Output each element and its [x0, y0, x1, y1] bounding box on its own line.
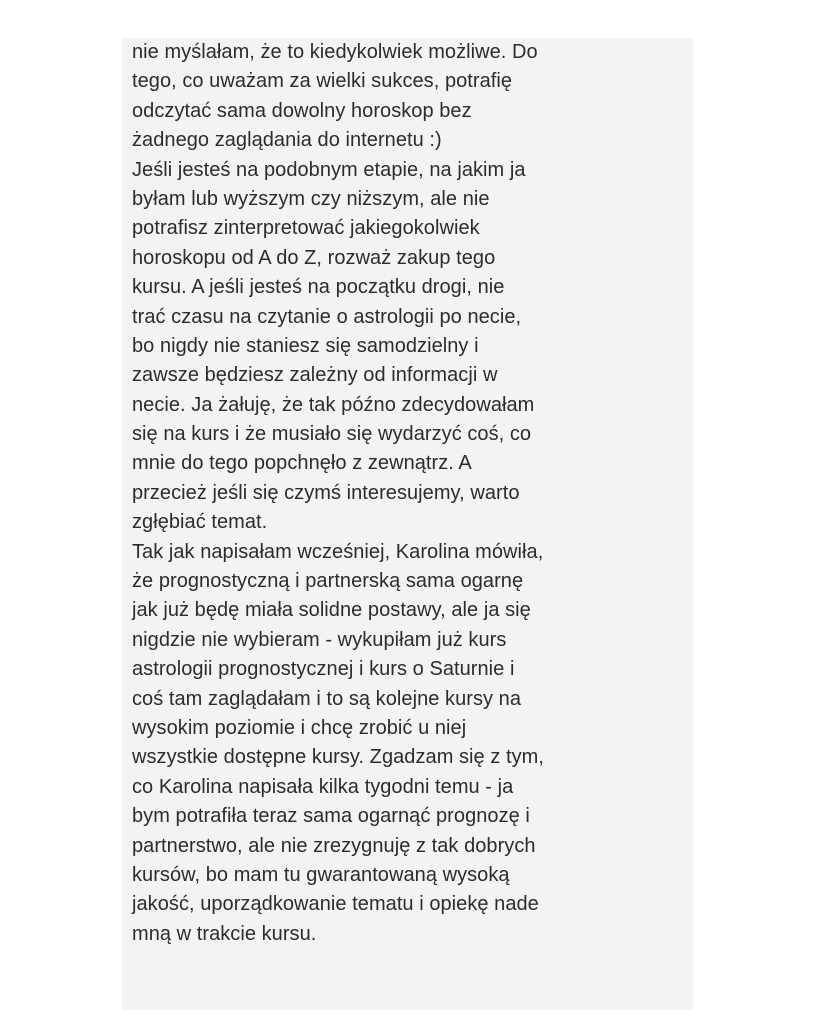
text-line: jak już będę miała solidne postawy, ale ja się: [132, 599, 531, 622]
text-line: byłam lub wyższym czy niższym, ale nie: [132, 187, 490, 210]
text-line: horoskopu od A do Z, rozważ zakup tego: [132, 246, 496, 269]
text-line: przecież jeśli się czymś interesujemy, warto: [132, 481, 520, 504]
text-line: coś tam zaglądałam i to są kolejne kursy na: [132, 687, 522, 710]
text-line: żadnego zaglądania do internetu :): [132, 129, 442, 152]
text-line: astrologii prognostycznej i kurs o Saturnie i: [132, 658, 515, 681]
text-line: mną w trakcie kursu.: [132, 922, 317, 945]
text-line: wszystkie dostępne kursy. Zgadzam się z tym,: [132, 746, 544, 769]
text-line: odczytać sama dowolny horoskop bez: [132, 99, 472, 122]
message-screenshot: [122, 38, 693, 1010]
text-line: zgłębiać temat.: [132, 511, 268, 534]
text-line: się na kurs i że musiało się wydarzyć coś, co: [132, 423, 532, 446]
text-line: że prognostyczną i partnerską sama ogarnę: [132, 570, 524, 593]
text-line: Tak jak napisałam wcześniej, Karolina mówiła,: [132, 540, 544, 563]
message-body: [132, 38, 687, 949]
text-line: zawsze będziesz zależny od informacji w: [132, 364, 498, 387]
text-line: trać czasu na czytanie o astrologii po necie,: [132, 305, 522, 328]
text-line: nigdzie nie wybieram - wykupiłam już kurs: [132, 628, 507, 651]
text-line: Jeśli jesteś na podobnym etapie, na jakim ja: [132, 158, 526, 181]
text-line: nie myślałam, że to kiedykolwiek możliwe. Do: [132, 41, 538, 63]
text-line: mnie do tego popchnęło z zewnątrz. A: [132, 452, 472, 475]
text-line: potrafisz zinterpretować jakiegokolwiek: [132, 217, 480, 240]
text-line: co Karolina napisała kilka tygodni temu - ja: [132, 775, 514, 798]
text-line: partnerstwo, ale nie zrezygnuję z tak dobrych: [132, 834, 536, 857]
text-line: bym potrafiła teraz sama ogarnąć prognozę i: [132, 805, 530, 828]
text-line: wysokim poziomie i chcę zrobić u niej: [132, 716, 467, 739]
text-line: kursu. A jeśli jesteś na początku drogi, nie: [132, 276, 505, 299]
text-line: jakość, uporządkowanie tematu i opiekę nade: [132, 893, 539, 916]
text-line: necie. Ja żałuję, że tak późno zdecydowałam: [132, 393, 535, 416]
text-line: kursów, bo mam tu gwarantowaną wysoką: [132, 863, 510, 886]
text-line: tego, co uważam za wielki sukces, potrafię: [132, 70, 513, 93]
text-line: bo nigdy nie staniesz się samodzielny i: [132, 334, 479, 357]
